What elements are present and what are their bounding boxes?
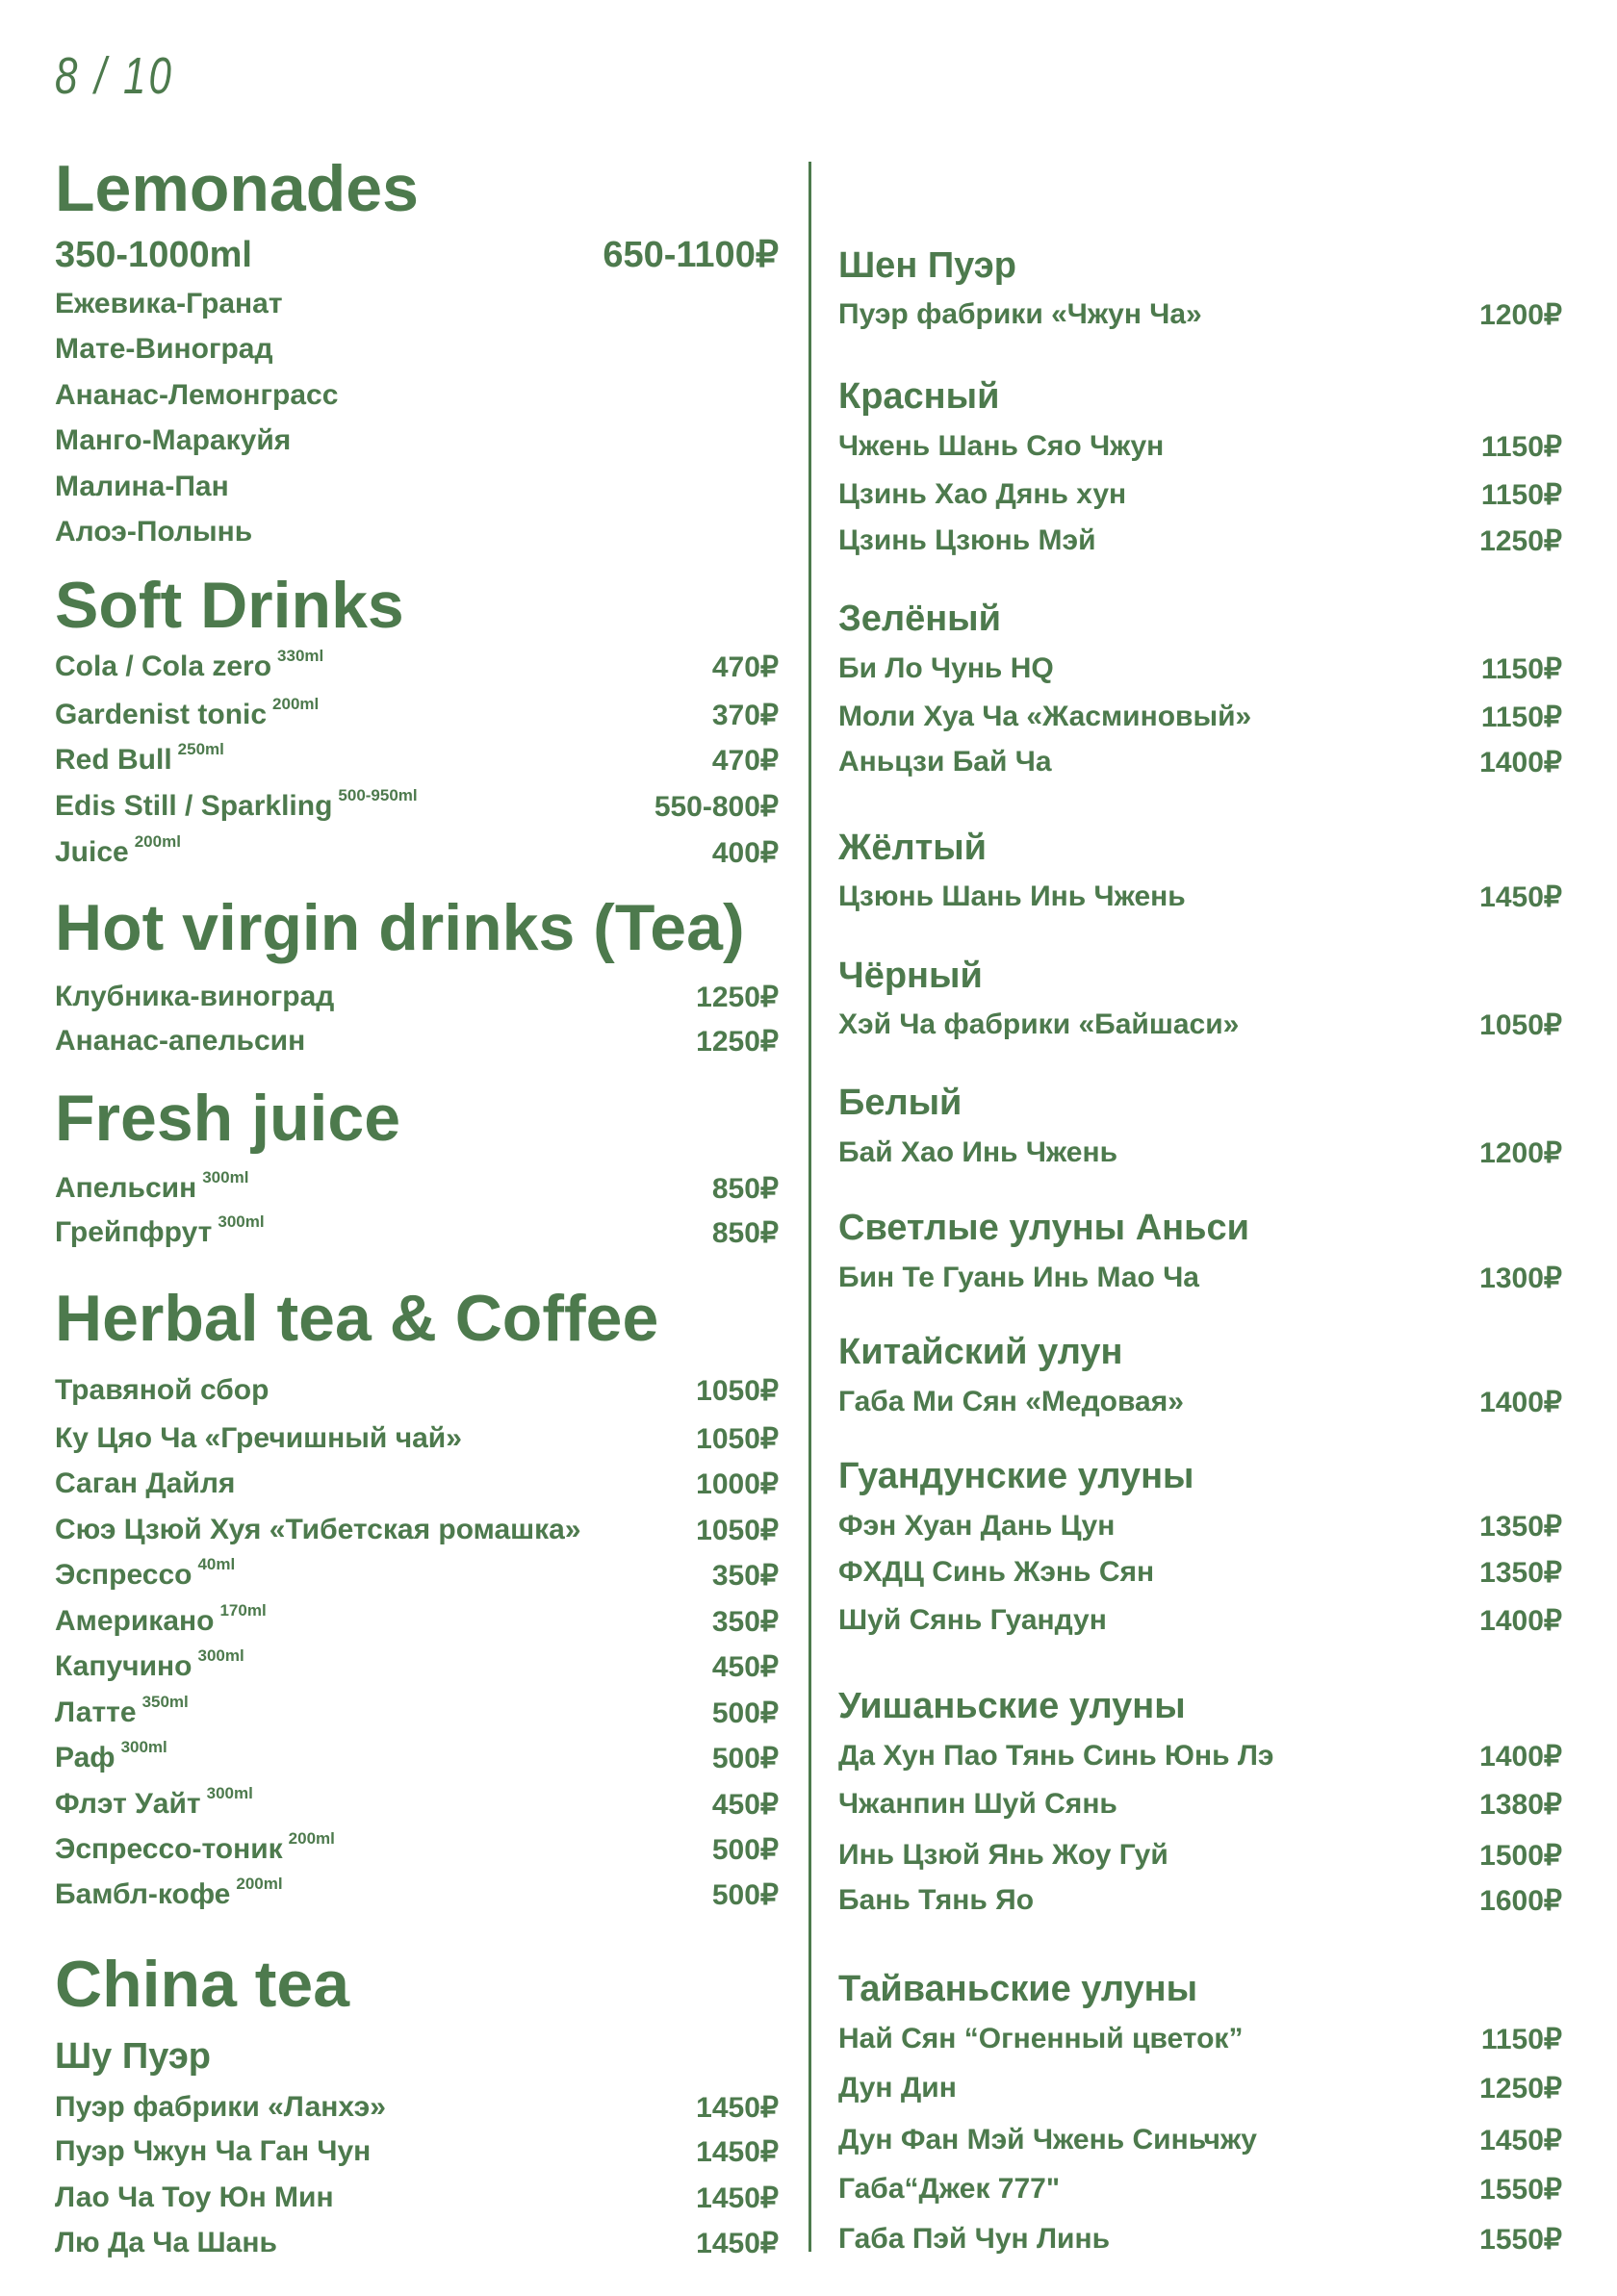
item-price: 450₽ [711,1650,779,1683]
item-name: Чжень Шань Сяо Чжун [838,430,1165,462]
section-title-herbal-tea-coffee: Herbal tea & Coffee [55,1282,659,1355]
menu-item [55,513,779,551]
item-price: 1450₽ [696,2135,779,2168]
section-title-china-tea: China tea [55,1948,350,2021]
item-name: Пуэр фабрики «Чжун Ча» [838,298,1202,330]
item-price: 500₽ [711,1696,779,1729]
tea-category-title: Светлые улуны Аньси [838,1208,1249,1248]
item-price: 470₽ [711,744,779,777]
lemonades-price: 650-1100₽ [603,235,779,275]
menu-item [55,1739,779,1777]
menu-item [838,878,1562,916]
item-price: 1450₽ [1479,880,1562,913]
item-price: 470₽ [711,651,779,683]
item-price: 1250₽ [696,981,779,1013]
menu-item [838,2020,1562,2058]
tea-category-title: Уишаньские улуны [838,1686,1186,1726]
tea-category-title: Тайваньские улуны [838,1969,1198,2009]
item-name: Саган Дайля [55,1467,236,1499]
menu-item [55,1875,779,1914]
menu-item [55,2224,779,2262]
menu-item [838,295,1562,334]
section-title-fresh-juice: Fresh juice [55,1082,401,1155]
item-price: 550-800₽ [654,790,779,823]
menu-item [55,648,779,686]
item-name: ФХДЦ Синь Жэнь Сян [838,1556,1155,1588]
menu-item [55,833,779,872]
item-volume: 300ml [197,1646,244,1665]
item-name: Juice $^{200ml}$ [55,832,181,868]
item-price: 500₽ [711,1878,779,1911]
item-volume: 300ml [218,1212,265,1231]
item-name: Моли Хуа Ча «Жасминовый» [838,701,1252,732]
item-name: Бань Тянь Яо [838,1884,1035,1916]
item-name: Ананас-Лемонграсс [55,379,339,411]
menu-item [55,1830,779,1869]
item-name: Цзинь Цзюнь Мэй [838,524,1096,556]
tea-category-title: Чёрный [838,956,983,996]
menu-item [55,978,779,1016]
item-name: Капучино $^{300ml}$ [55,1646,244,1682]
tea-category-title: Китайский улун [838,1332,1123,1372]
item-name: Фэн Хуан Дань Цун [838,1510,1116,1542]
item-name: Пуэр Чжун Ча Ган Чун [55,2135,372,2167]
lemonades-volume-price-row [55,237,779,273]
menu-item [838,1553,1562,1592]
menu-item [55,376,779,415]
item-name: Бай Хао Инь Чжень [838,1136,1118,1168]
menu-item [838,522,1562,560]
item-name: Латте $^{350ml}$ [55,1693,189,1728]
item-price: 1150₽ [1480,430,1562,463]
item-name: Edis Still / Sparkling $^{500-950ml}$ [55,786,418,822]
item-price: 1050₽ [696,1422,779,1455]
page-number: 8 / 10 [55,47,175,105]
menu-item [838,1259,1562,1297]
menu-item [838,1737,1562,1775]
item-price: 1550₽ [1479,2173,1562,2206]
section-title-lemonades: Lemonades [55,152,419,225]
item-price: 1250₽ [1479,524,1562,557]
item-name: Цзюнь Шань Инь Чжень [838,880,1186,912]
item-price: 400₽ [711,836,779,869]
item-name: Чжанпин Шуй Сянь [838,1788,1117,1820]
menu-item [838,1006,1562,1044]
item-name: Аньцзи Бай Ча [838,746,1052,778]
menu-item [55,696,779,734]
menu-item [55,2088,779,2127]
section-title-soft-drinks: Soft Drinks [55,569,404,642]
menu-item [55,1602,779,1641]
item-name: Инь Цзюй Янь Жоу Гуй [838,1839,1168,1871]
item-volume: 300ml [120,1738,167,1756]
menu-item [838,743,1562,781]
item-name: Gardenist tonic $^{200ml}$ [55,695,320,730]
item-price: 500₽ [711,1833,779,1866]
menu-item [55,2179,779,2217]
item-price: 450₽ [711,1788,779,1821]
item-volume: 300ml [206,1784,253,1802]
item-price: 1450₽ [696,2091,779,2124]
menu-item [838,1507,1562,1545]
item-name: Габа Пэй Чун Линь [838,2223,1111,2255]
item-volume: 200ml [272,695,320,713]
menu-item [55,1213,779,1252]
item-volume: 200ml [134,832,181,851]
menu-item [838,1836,1562,1875]
item-price: 1000₽ [696,1467,779,1500]
item-name: Ананас-апельсин [55,1025,306,1057]
item-name: Би Ло Чунь HQ [838,652,1054,684]
menu-item [55,2132,779,2171]
column-divider [808,162,811,2252]
item-price: 1380₽ [1479,1788,1562,1821]
item-name: Травяной сбор [55,1374,270,1406]
menu-item [55,1419,779,1458]
menu-item [55,1169,779,1208]
item-name: Апельсин $^{300ml}$ [55,1168,249,1204]
menu-item [838,1601,1562,1640]
item-price: 1050₽ [1479,1008,1562,1041]
item-volume: 200ml [236,1875,283,1893]
tea-category-title: Белый [838,1083,962,1123]
item-price: 1050₽ [696,1374,779,1407]
item-name: Клубника-виноград [55,981,335,1012]
tea-category-title: Жёлтый [838,828,988,868]
item-price: 1450₽ [696,2227,779,2259]
item-name: Эспрессо $^{40ml}$ [55,1555,236,1591]
item-name: Ку Цяо Ча «Гречишный чай» [55,1422,462,1454]
item-volume: 170ml [219,1601,267,1620]
item-name: Эспрессо-тоник $^{200ml}$ [55,1829,335,1865]
tea-category-title: Зелёный [838,599,1001,639]
menu-item [838,650,1562,688]
item-price: 370₽ [711,699,779,731]
menu-item [55,1022,779,1060]
item-name: Ежевика-Гранат [55,288,283,319]
menu-item [55,1694,779,1732]
menu-item [55,1556,779,1594]
menu-item [55,421,779,460]
item-price: 1600₽ [1479,1884,1562,1917]
item-name: Цзинь Хао Дянь хун [838,478,1127,510]
item-name: Шуй Сянь Гуандун [838,1604,1107,1636]
item-name: Лао Ча Тоу Юн Мин [55,2181,334,2213]
item-volume: 330ml [277,647,324,665]
item-name: Да Хун Пао Тянь Синь Юнь Лэ [838,1740,1274,1772]
section-title-hot-virgin-drinks: Hot virgin drinks (Tea) [55,891,745,964]
item-name: Американо $^{170ml}$ [55,1601,267,1637]
china-tea-subtitle: Шу Пуэр [55,2036,212,2077]
item-price: 500₽ [711,1742,779,1774]
item-name: Хэй Ча фабрики «Байшаси» [838,1008,1240,1040]
menu-item [55,1647,779,1686]
menu-item [838,2069,1562,2107]
item-price: 1250₽ [1479,2072,1562,2105]
item-price: 1400₽ [1479,1740,1562,1773]
item-name: Cola / Cola zero $^{330ml}$ [55,647,324,682]
item-volume: 350ml [141,1693,189,1711]
item-price: 1250₽ [696,1025,779,1058]
menu-item [838,1383,1562,1421]
menu-item [838,1134,1562,1172]
item-price: 1050₽ [696,1514,779,1546]
item-name: Най Сян “Огненный цветок” [838,2023,1244,2054]
menu-item [55,468,779,506]
menu-item [838,2121,1562,2159]
tea-category-title: Гуандунские улуны [838,1456,1194,1496]
lemonades-volume: 350-1000ml [55,235,252,275]
tea-category-title: Шен Пуэр [838,245,1016,286]
item-name: Red Bull $^{250ml}$ [55,740,224,776]
menu-item [55,1785,779,1824]
menu-item [55,787,779,826]
menu-item [838,698,1562,736]
item-name: Алоэ-Полынь [55,516,253,548]
item-price: 850₽ [711,1216,779,1249]
tea-category-title: Красный [838,376,1000,417]
menu-item [55,1465,779,1503]
item-name: Дун Дин [838,2072,957,2104]
item-price: 1400₽ [1479,1604,1562,1637]
item-name: Грейпфрут $^{300ml}$ [55,1212,265,1248]
item-volume: 250ml [177,740,224,758]
item-name: Флэт Уайт $^{300ml}$ [55,1784,253,1820]
menu-item [838,427,1562,466]
item-price: 1200₽ [1479,1136,1562,1169]
item-name: Сюэ Цзюй Хуя «Тибетская ромашка» [55,1514,581,1545]
item-name: Дун Фан Мэй Чжень Синьчжу [838,2124,1257,2156]
item-name: Пуэр фабрики «Ланхэ» [55,2091,386,2123]
item-price: 1350₽ [1479,1556,1562,1589]
item-volume: 300ml [202,1168,249,1186]
item-price: 1150₽ [1480,652,1562,685]
item-volume: 200ml [288,1829,335,1848]
menu-item [838,1785,1562,1824]
item-price: 1550₽ [1479,2223,1562,2256]
menu-item [55,741,779,779]
item-name: Мате-Виноград [55,333,273,365]
item-name: Раф $^{300ml}$ [55,1738,167,1773]
item-price: 850₽ [711,1172,779,1205]
item-price: 1150₽ [1480,701,1562,733]
menu-item [55,1371,779,1410]
item-name: Габа“Джек 777" [838,2173,1061,2205]
menu-item [55,330,779,369]
item-price: 1400₽ [1479,746,1562,778]
item-name: Габа Ми Сян «Медовая» [838,1386,1184,1417]
item-name: Манго-Маракуйя [55,424,292,456]
item-price: 1450₽ [1479,2124,1562,2156]
item-price: 1150₽ [1480,478,1562,511]
menu-item [838,2220,1562,2258]
item-name: Бамбл-кофе $^{200ml}$ [55,1875,283,1910]
item-price: 1400₽ [1479,1386,1562,1418]
item-name: Лю Да Ча Шань [55,2227,277,2258]
item-price: 1350₽ [1479,1510,1562,1543]
item-price: 1200₽ [1479,298,1562,331]
menu-item [55,285,779,323]
menu-item [838,1881,1562,1920]
item-price: 1300₽ [1479,1262,1562,1294]
menu-item [55,1511,779,1549]
item-price: 1150₽ [1480,2023,1562,2055]
menu-item [838,475,1562,514]
item-price: 350₽ [711,1559,779,1592]
item-price: 350₽ [711,1605,779,1638]
item-volume: 40ml [197,1555,236,1573]
item-price: 1500₽ [1479,1839,1562,1872]
item-price: 1450₽ [696,2181,779,2214]
menu-item [838,2170,1562,2208]
item-volume: 500-950ml [338,786,418,804]
item-name: Бин Те Гуань Инь Мао Ча [838,1262,1199,1293]
item-name: Малина-Пан [55,471,229,502]
